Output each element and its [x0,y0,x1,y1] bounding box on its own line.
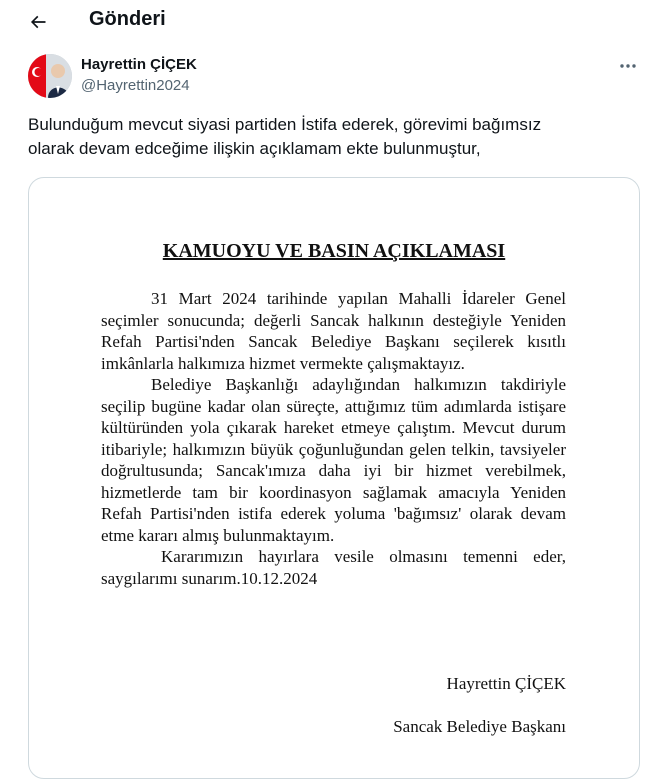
page-title: Gönderi [89,8,166,30]
author-handle[interactable]: @Hayrettin2024 [81,77,190,94]
signature-name: Hayrettin ÇİÇEK [446,674,566,693]
avatar[interactable] [28,54,72,98]
top-bar [0,0,655,44]
signature-title: Sancak Belediye Başkanı [393,717,566,736]
document-paragraph: Belediye Başkanlığı adaylığından halkımızın takdiriyle seçilip bugüne kadar olan süreçte, attığımız tüm adımlarda istişare kültüründen yola çıkarak hareket etmeye çalıştım. Mevcut durum itibariyle; halkımızın büyük çoğunluğundan gelen telkin, tavsiyeler doğrultusunda; Sancak'ımıza daha iyi bir hizmet verebilmek, hizmetlerde tam bir koordinasyon sağlamak amacıyla Yeniden Refah Partisi'nden istifa ederek yoluma 'bağımsız' olarak devam etme kararı almış bulunmaktayım. [101,375,566,545]
document-paragraph: 31 Mart 2024 tarihinde yapılan Mahalli İdareler Genel seçimler sonucunda; değerli Sancak halkının desteğiyle Yeniden Refah Partisi'nden Sancak Belediye Başkanı seçilerek kısıtlı imkânlarla halkımıza hizmet vermekte çalışmaktayız. [101,289,566,373]
post-text [28,113,628,161]
attached-image[interactable] [28,177,640,779]
post-text-line: Bulunduğum mevcut siyasi partiden İstifa ederek, görevimi bağımsız [28,115,542,134]
document-body [101,288,566,589]
arrow-left-icon [28,12,48,32]
post-author [28,54,640,100]
post-text-line: olarak devam edceğime ilişkin açıklamam ekte bulunmuştur, [28,139,481,158]
author-name[interactable]: Hayrettin ÇİÇEK [81,56,197,73]
document-title: KAMUOYU VE BASIN AÇIKLAMASI [162,240,506,262]
more-horizontal-icon [619,63,637,69]
back-button[interactable] [22,6,54,38]
document-paragraph: Kararımızın hayırlara vesile olmasını temenni eder, saygılarımı sunarım.10.12.2024 [101,547,566,588]
more-options-button[interactable] [616,56,640,76]
press-release-document [29,178,639,778]
